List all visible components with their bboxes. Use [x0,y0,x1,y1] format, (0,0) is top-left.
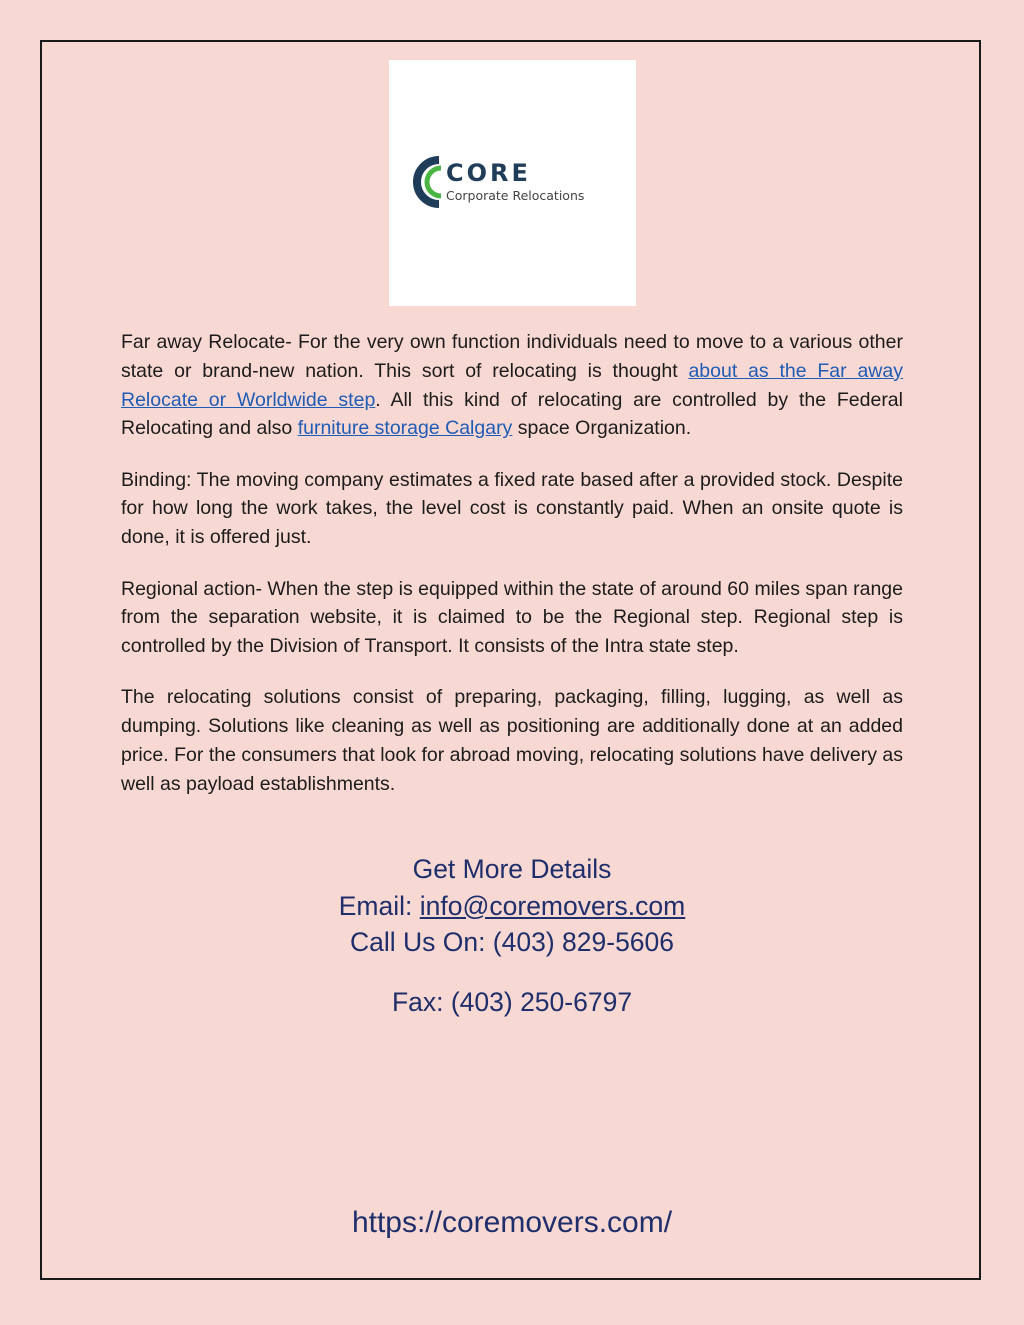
phone-line: Call Us On: (403) 829-5606 [349,927,675,957]
paragraph-services: The relocating solutions consist of preparing, packaging, filling, lugging, as well as dumping. Solutions like cleaning as well as positioning are additionally done at an added price. For the consumers that look for abroad moving, relocating solutions have delivery as well as payload establishments. [121,686,903,795]
logo-tagline: Corporate Relocations [446,188,585,203]
website-url[interactable]: https://coremovers.com/ [351,1206,673,1239]
logo-wordmark: CORE [446,159,531,187]
fax-line: Fax: (403) 250-6797 [391,986,633,1017]
paragraph-regional: Regional action- When the step is equipped within the state of around 60 miles span range from the separation website, it is claimed to be the Regional step. Regional step is controlled by the Division of Transport. It consists of the Intra state step. [121,577,903,658]
article-body [121,328,903,821]
link-furniture-storage-calgary[interactable]: furniture storage Calgary [297,417,513,440]
paragraph-binding: Binding: The moving company estimates a fixed rate based after a provided stock. Despite for how long the work takes, the level cost is constantly paid. When an onsite quote is done, it is offered just. [121,468,903,549]
paragraph-distance-move: Far away Relocate- For the very own function individuals need to move to a various other state or brand-new nation. This sort of relocating is thought about as the Far away Relocate or Worldwide step. All this kind of relocating are controlled by the Federal Relocating and also furniture storage Calgary space Organization. [121,331,903,440]
contact-block [0,851,1024,1020]
company-logo [389,60,636,306]
email-line: Email: info@coremovers.com [338,890,686,921]
contact-heading: Get More Details [412,854,612,884]
email-link[interactable]: info@coremovers.com [419,890,686,921]
link-far-away-relocate[interactable]: about as the Far away Relocate or Worldwide step [121,359,903,411]
